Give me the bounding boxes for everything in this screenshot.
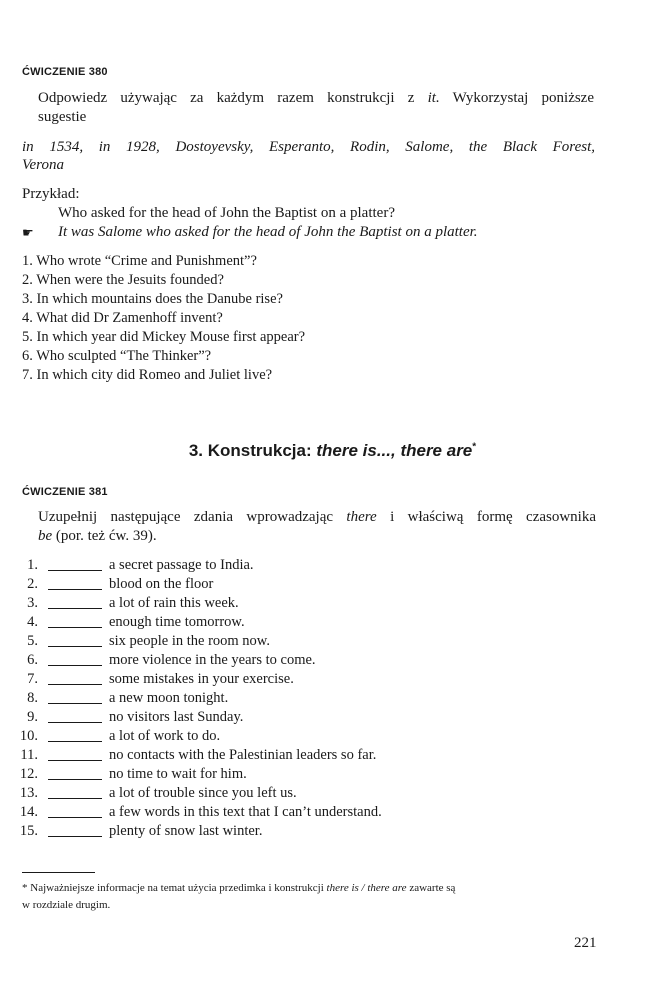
answer-blank[interactable] (48, 594, 102, 609)
list-item: 3. In which mountains does the Danube rise? (22, 291, 283, 307)
exercise-380-label: ĆWICZENIE 380 (22, 66, 108, 78)
list-item: 14. a few words in this text that I can’t understand. (19, 804, 382, 820)
example-question: Who asked for the head of John the Baptist on a platter? (58, 205, 395, 221)
list-item: 4. What did Dr Zamenhoff invent? (22, 310, 223, 326)
section-title-text: 3. Konstrukcja: (188, 441, 317, 460)
footnote-line2: w rozdziale drugim. (22, 899, 111, 911)
answer-blank[interactable] (48, 822, 102, 837)
list-item: 2. blood on the floor (27, 576, 214, 592)
exercise-381-instruction-line2 (38, 527, 157, 546)
answer-blank[interactable] (48, 632, 102, 647)
list-item: 8. a new moon tonight. (27, 690, 229, 706)
instruction-italic: it. (427, 90, 440, 106)
list-item: 1. a secret passage to India. (27, 557, 254, 573)
instruction-text: (por. też ćw. 39). (55, 528, 157, 544)
answer-blank[interactable] (48, 613, 102, 628)
list-item: 3. a lot of rain this week. (27, 595, 239, 611)
footnote-marker: * (22, 882, 28, 894)
example-label: Przykład: (22, 186, 80, 202)
list-item: 6. more violence in the years to come. (27, 652, 316, 668)
answer-blank[interactable] (48, 803, 102, 818)
list-item: 11. no contacts with the Palestinian leaders so far. (20, 747, 377, 763)
footnote (22, 880, 612, 896)
instruction-italic: be (38, 528, 53, 544)
page-number: 221 (574, 935, 597, 951)
footnote-italic: there is / there are (326, 882, 407, 894)
list-item: 15. plenty of snow last winter. (19, 823, 263, 839)
example-answer: It was Salome who asked for the head of John the Baptist on a platter. (58, 224, 478, 240)
list-item: 5. six people in the room now. (27, 633, 270, 649)
answer-blank[interactable] (48, 575, 102, 590)
answer-blank[interactable] (48, 746, 102, 761)
instruction-text: Uzupełnij następujące zdania wprowadzając (38, 509, 334, 525)
exercise-381-instruction (38, 508, 596, 527)
section-title-italic: there is..., there are (316, 441, 473, 460)
answer-blank[interactable] (48, 689, 102, 704)
list-item: 10. a lot of work to do. (19, 728, 221, 744)
answer-blank[interactable] (48, 556, 102, 571)
list-item: 5. In which year did Mickey Mouse first appear? (22, 329, 306, 345)
instruction-text: Wykorzystaj poniższe (452, 90, 595, 106)
list-item: 9. no visitors last Sunday. (27, 709, 244, 725)
suggestions-line1: in 1534, in 1928, Dostoyevsky, Esperanto, Rodin, Salome, the Black Forest, (22, 139, 595, 155)
list-item: 6. Who sculpted “The Thinker”? (22, 348, 212, 364)
section-title (0, 441, 665, 461)
footnote-divider (22, 872, 95, 873)
exercise-380-instruction-line2: sugestie (38, 109, 87, 125)
exercise-380-instruction (38, 89, 594, 108)
suggestions-line2: Verona (22, 157, 64, 173)
answer-blank[interactable] (48, 784, 102, 799)
questions-list (22, 252, 305, 385)
list-item: 2. When were the Jesuits founded? (22, 272, 224, 288)
fill-in-list (0, 556, 600, 841)
list-item: 4. enough time tomorrow. (27, 614, 245, 630)
list-item: 12. no time to wait for him. (19, 766, 247, 782)
answer-blank[interactable] (48, 708, 102, 723)
answer-blank[interactable] (48, 765, 102, 780)
answer-blank[interactable] (48, 651, 102, 666)
exercise-381-label: ĆWICZENIE 381 (22, 486, 108, 498)
footnote-text: zawarte są (409, 882, 456, 894)
instruction-italic: there (346, 509, 377, 525)
pointing-hand-icon: ☛ (22, 225, 34, 240)
answer-blank[interactable] (48, 670, 102, 685)
list-item: 7. some mistakes in your exercise. (27, 671, 294, 687)
list-item: 7. In which city did Romeo and Juliet live? (22, 367, 273, 383)
footnote-text: Najważniejsze informacje na temat użycia przedimka i konstrukcji (30, 882, 324, 894)
list-item: 13. a lot of trouble since you left us. (19, 785, 297, 801)
instruction-text: Odpowiedz używając za każdym razem konstrukcji z (38, 90, 415, 106)
footnote-marker: * (472, 441, 477, 453)
list-item: 1. Who wrote “Crime and Punishment”? (22, 253, 257, 269)
instruction-text: i właściwą formę czasownika (390, 509, 596, 525)
answer-blank[interactable] (48, 727, 102, 742)
